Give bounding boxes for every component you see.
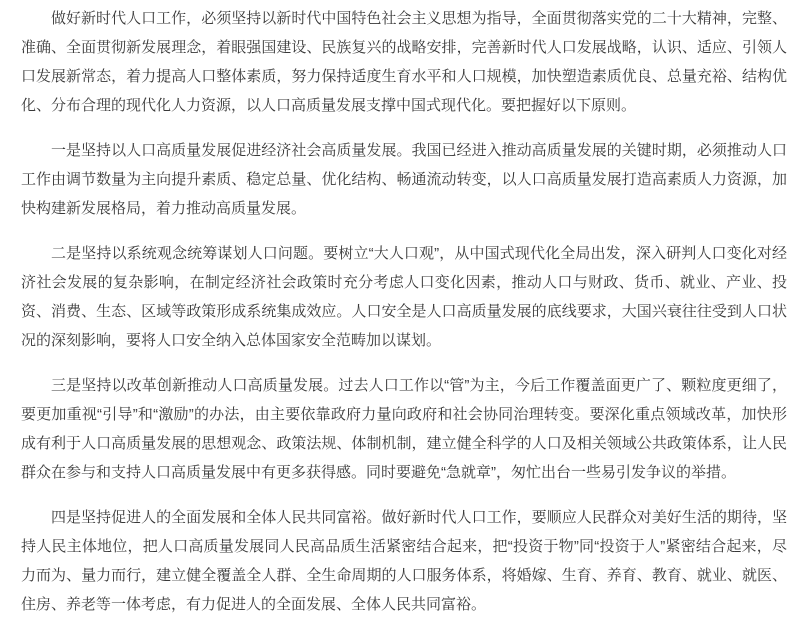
paragraph-principle-3: 三是坚持以改革创新推动人口高质量发展。过去人口工作以“管”为主，今后工作覆盖面更广了、颗粒度更细了，要更加重视“引导”和“激励”的办法，由主要依靠政府力量向政府和社会协同治理转变。要深化重点领域改革，加快形成有利于人口高质量发展的思想观念、政策法规、体制机制，建立健全科学的人口及相关领域公共政策体系，让人民群众在参与和支持人口高质量发展中有更多获得感。同时要避免“急就章”，匆忙出台一些易引发争议的举措。 <box>21 377 787 481</box>
paragraph-principle-2: 二是坚持以系统观念统筹谋划人口问题。要树立“大人口观”，从中国式现代化全局出发，深入研判人口变化对经济社会发展的复杂影响，在制定经济社会政策时充分考虑人口变化因素，推动人口与财政、货币、就业、产业、投资、消费、生态、区域等政策形成系统集成效应。人口安全是人口高质量发展的底线要求，大国兴衰往往受到人口状况的深刻影响，要将人口安全纳入总体国家安全范畴加以谋划。 <box>21 245 787 349</box>
paragraph-principle-4: 四是坚持促进人的全面发展和全体人民共同富裕。做好新时代人口工作，要顺应人民群众对美好生活的期待，坚持人民主体地位，把人口高质量发展同人民高品质生活紧密结合起来，把“投资于物”同“投资于人”紧密结合起来，尽力而为、量力而行，建立健全覆盖全人群、全生命周期的人口服务体系，将婚嫁、生育、养育、教育、就业、就医、住房、养老等一体考虑，有力促进人的全面发展、全体人民共同富裕。 <box>21 509 787 613</box>
paragraph-intro: 做好新时代人口工作，必须坚持以新时代中国特色社会主义思想为指导，全面贯彻落实党的二十大精神，完整、准确、全面贯彻新发展理念，着眼强国建设、民族复兴的战略安排，完善新时代人口发展战略，认识、适应、引领人口发展新常态，着力提高人口整体素质，努力保持适度生育水平和人口规模，加快塑造素质优良、总量充裕、结构优化、分布合理的现代化人力资源，以人口高质量发展支撑中国式现代化。要把握好以下原则。 <box>21 10 787 114</box>
paragraph-principle-1: 一是坚持以人口高质量发展促进经济社会高质量发展。我国已经进入推动高质量发展的关键时期，必须推动人口工作由调节数量为主向提升素质、稳定总量、优化结构、畅通流动转变，以人口高质量发展打造高素质人力资源，加快构建新发展格局，着力推动高质量发展。 <box>21 142 787 217</box>
